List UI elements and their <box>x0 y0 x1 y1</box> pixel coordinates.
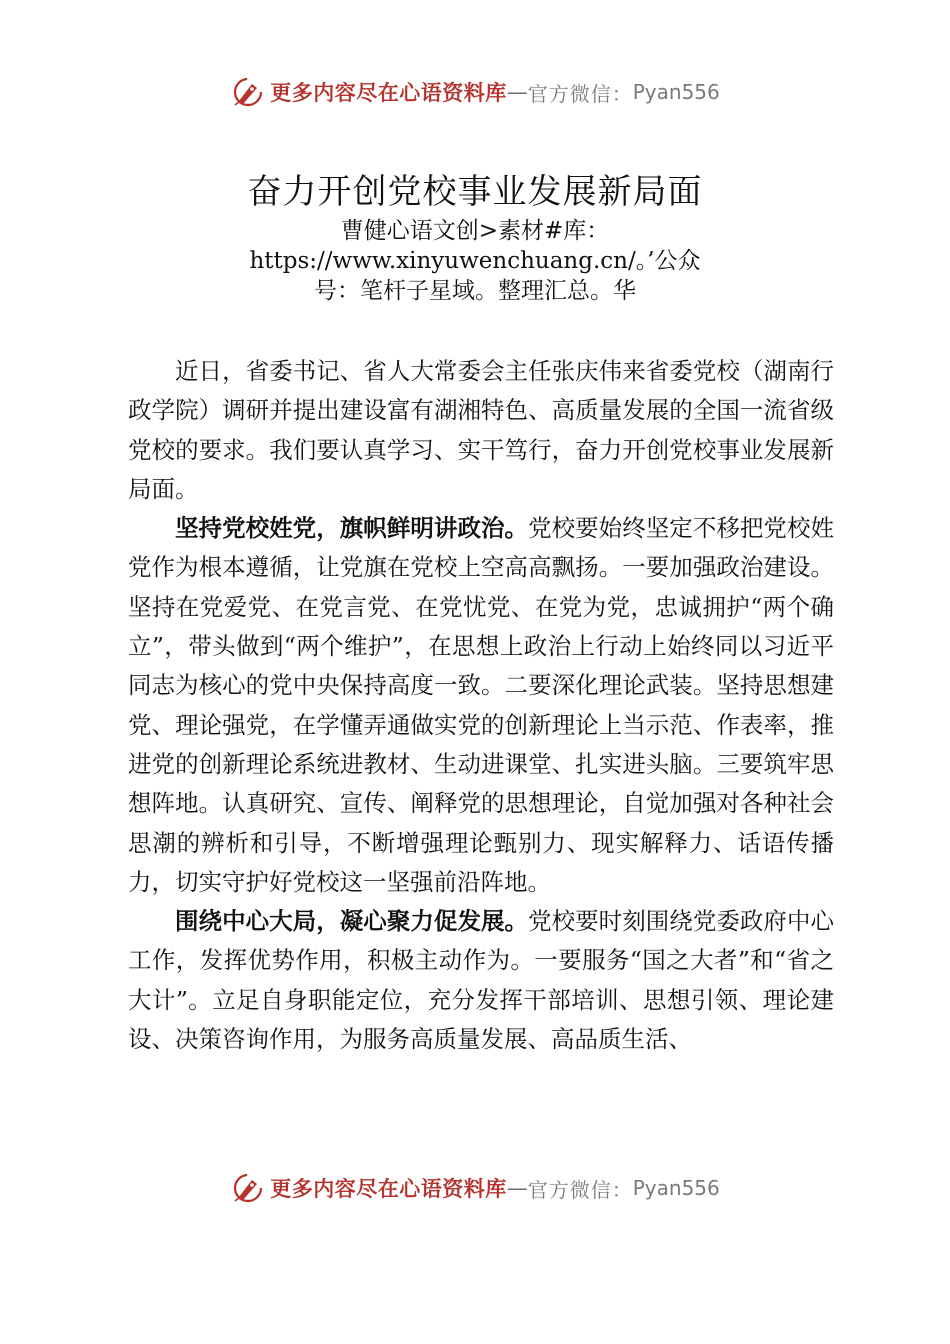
paragraph-text: 党校要时刻围绕党委政府中心工作，发挥优势作用，积极主动作为。一要服务“国之大者”和“省之大计”。立足自身职能定位，充分发挥干部培训、思想引领、理论建设、决策咨询作用，为服务高质量发展、高品质生活、 <box>128 907 835 1054</box>
banner-wechat-label: 官方微信： <box>527 81 633 106</box>
paragraph-intro <box>128 352 834 509</box>
banner-dash: — <box>506 80 528 104</box>
banner-dash: — <box>506 1176 528 1200</box>
paragraph-heading: 围绕中心大局，凝心聚力促发展。 <box>175 907 529 936</box>
header-banner <box>0 70 950 114</box>
pen-nib-logo-icon <box>230 1170 266 1206</box>
banner-wechat-id: Pyan556 <box>632 80 720 104</box>
document-body <box>128 352 834 1059</box>
paragraph-section-2 <box>128 902 834 1059</box>
paragraph-text: 党校要始终坚定不移把党校姓党作为根本遵循，让党旗在党校上空高高飘扬。一要加强政治建设。坚持在党爱党、在党言党、在党忧党、在党为党，忠诚拥护“两个确立”，带头做到“两个维护”，在思想上政治上行动上始终同以习近平同志为核心的党中央保持高度一致。二要深化理论武装。坚持思想建党、理论强党，在学懂弄通做实党的创新理论上当示范、作表率，推进党的创新理论系统进教材、生动进课堂、扎实进头脑。三要筑牢思想阵地。认真研究、宣传、阐释党的思想理论，自觉加强对各种社会思潮的辨析和引导，不断增强理论甄别力、现实解释力、话语传播力，切实守护好党校这一坚强前沿阵地。 <box>128 514 835 896</box>
banner-wechat-id: Pyan556 <box>632 1176 720 1200</box>
banner-main-text: 更多内容尽在心语资料库 <box>270 1176 507 1201</box>
banner-wechat-label: 官方微信： <box>527 1177 633 1202</box>
paragraph-text: 近日，省委书记、省人大常委会主任张庆伟来省委党校（湖南行政学院）调研并提出建设富有湖湘特色、高质量发展的全国一流省级党校的要求。我们要认真学习、实干笃行，奋力开创党校事业发展新局面。 <box>128 357 834 503</box>
paragraph-heading: 坚持党校姓党，旗帜鲜明讲政治。 <box>175 514 529 543</box>
document-title: 奋力开创党校事业发展新局面 <box>247 172 703 212</box>
footer-banner <box>0 1166 950 1210</box>
banner-main-text: 更多内容尽在心语资料库 <box>270 80 507 105</box>
pen-nib-logo-icon <box>230 74 266 110</box>
paragraph-section-1 <box>128 509 834 902</box>
document-subtitle: 曹健心语文创>素材#库：https://www.xinyuwenchuang.cn/。’公众号：笔杆子星域。整理汇总。华 <box>249 218 701 304</box>
